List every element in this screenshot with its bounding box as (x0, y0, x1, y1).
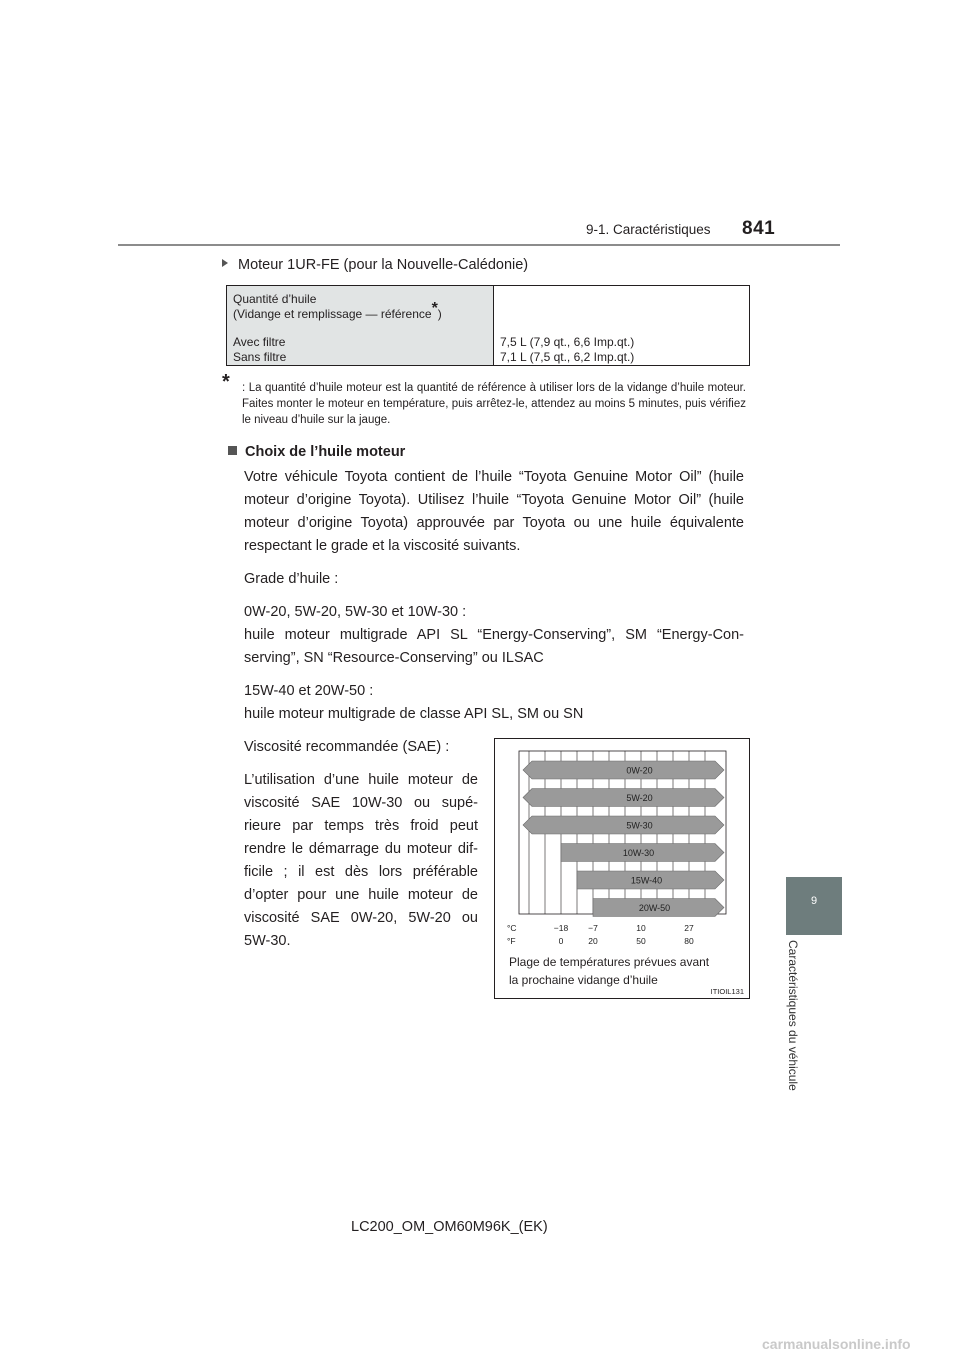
section-title: Choix de l’huile moteur (228, 444, 405, 460)
intro-line-4: respectant le grade et la viscosité suivants. (244, 538, 521, 554)
grade2-title: 15W-40 et 20W-50 : (244, 683, 374, 699)
viscosity-chart-svg (495, 739, 749, 998)
bar-label-5w-30: 5W-30 (626, 820, 653, 831)
celsius-tick: −18 (553, 923, 569, 933)
chapter-number: 9 (810, 895, 818, 907)
table-header-line1: Quantité d’huile (233, 292, 317, 306)
viscosity-line-6: d’opter pour une huile moteur de (244, 887, 478, 903)
viscosity-line-5: ficile ; il est dès lors préférable (244, 864, 478, 880)
fahrenheit-tick: 0 (558, 936, 564, 946)
chart-caption-line2: la prochaine vidange d’huile (509, 973, 658, 987)
square-bullet-icon (228, 446, 237, 455)
viscosity-label: Viscosité recommandée (SAE) : (244, 739, 450, 755)
bar-0w-20 (523, 761, 724, 779)
intro-line-2: moteur d’origine Toyota). Utilisez l’huile “Toyota Genuine Motor Oil” (huile (244, 492, 744, 508)
section-header: 9-1. Caractéristiques (586, 222, 711, 237)
grade2-line2: huile moteur multigrade de classe API SL, SM ou SN (244, 706, 584, 722)
document-code: LC200_OM_OM60M96K_(EK) (351, 1219, 548, 1235)
viscosity-line-7: viscosité SAE 0W-20, 5W-20 ou (244, 910, 478, 926)
footnote (222, 371, 746, 428)
fahrenheit-tick: 50 (636, 936, 646, 946)
celsius-tick: −7 (588, 923, 598, 933)
bar-5w-20 (523, 789, 724, 807)
row-with-filter-label: Avec filtre (233, 335, 286, 349)
viscosity-line-4: rendre le démarrage du moteur dif- (244, 841, 478, 857)
chapter-label: Caractéristiques du véhicule (786, 940, 800, 1091)
triangle-bullet-icon (222, 259, 228, 267)
fahrenheit-unit: °F (507, 936, 516, 946)
viscosity-line-2: viscosité SAE 10W-30 ou supé- (244, 795, 478, 811)
viscosity-chart (494, 738, 750, 999)
table-header-line2: (Vidange et remplissage — référence*) (233, 300, 442, 321)
grade1-title: 0W-20, 5W-20, 5W-30 et 10W-30 : (244, 604, 467, 620)
watermark: carmanualsonline.info (762, 1336, 911, 1352)
viscosity-line-8: 5W-30. (244, 933, 291, 949)
celsius-tick: 27 (684, 923, 694, 933)
page-number: 841 (742, 218, 776, 239)
grade1-line2: huile moteur multigrade API SL “Energy-Conserving”, SM “Energy-Con- (244, 627, 744, 643)
row-without-filter-label: Sans filtre (233, 350, 287, 364)
row-with-filter-value: 7,5 L (7,9 qt., 6,6 Imp.qt.) (500, 335, 635, 349)
engine-heading: Moteur 1UR-FE (pour la Nouvelle-Calédonie) (222, 257, 528, 273)
fahrenheit-tick: 80 (684, 936, 694, 946)
footnote-star: * (222, 371, 230, 393)
viscosity-line-1: L’utilisation d’une huile moteur de (244, 772, 478, 788)
bar-label-0w-20: 0W-20 (626, 765, 653, 776)
grade1-line3: serving”, SN “Resource-Conserving” ou ILSAC (244, 650, 544, 666)
chart-caption-line1: Plage de températures prévues avant (509, 955, 710, 969)
bar-label-5w-20: 5W-20 (626, 793, 653, 803)
fahrenheit-tick: 20 (588, 936, 598, 946)
celsius-tick: 10 (636, 923, 646, 933)
bar-5w-30 (523, 816, 724, 834)
bar-label-20w-50: 20W-50 (638, 903, 671, 913)
grade-label: Grade d’huile : (244, 571, 339, 587)
bar-label-10w-30: 10W-30 (622, 848, 655, 858)
oil-capacity-table (226, 285, 750, 366)
viscosity-line-3: rieure par temps très froid peut (244, 818, 478, 834)
footnote-text: : La quantité d’huile moteur est la quantité de référence à utiliser lors de la vidange d’huile moteur. Faites monter le moteur en température, puis arrêtez-le, attendez au moins 5 minutes, puis vérifiez le niveau d’huile sur la jauge. (242, 382, 746, 426)
figure-code: ITIOIL131 (710, 987, 744, 996)
header-divider (118, 244, 840, 246)
row-without-filter-value: 7,1 L (7,5 qt., 6,2 Imp.qt.) (500, 350, 635, 364)
celsius-unit: °C (507, 923, 517, 933)
bar-label-15w-40: 15W-40 (630, 875, 663, 886)
intro-line-1: Votre véhicule Toyota contient de l’huile “Toyota Genuine Motor Oil” (huile (244, 469, 744, 485)
intro-line-3: moteur d’origine Toyota) approuvée par Toyota ou une huile équivalente (244, 515, 744, 531)
